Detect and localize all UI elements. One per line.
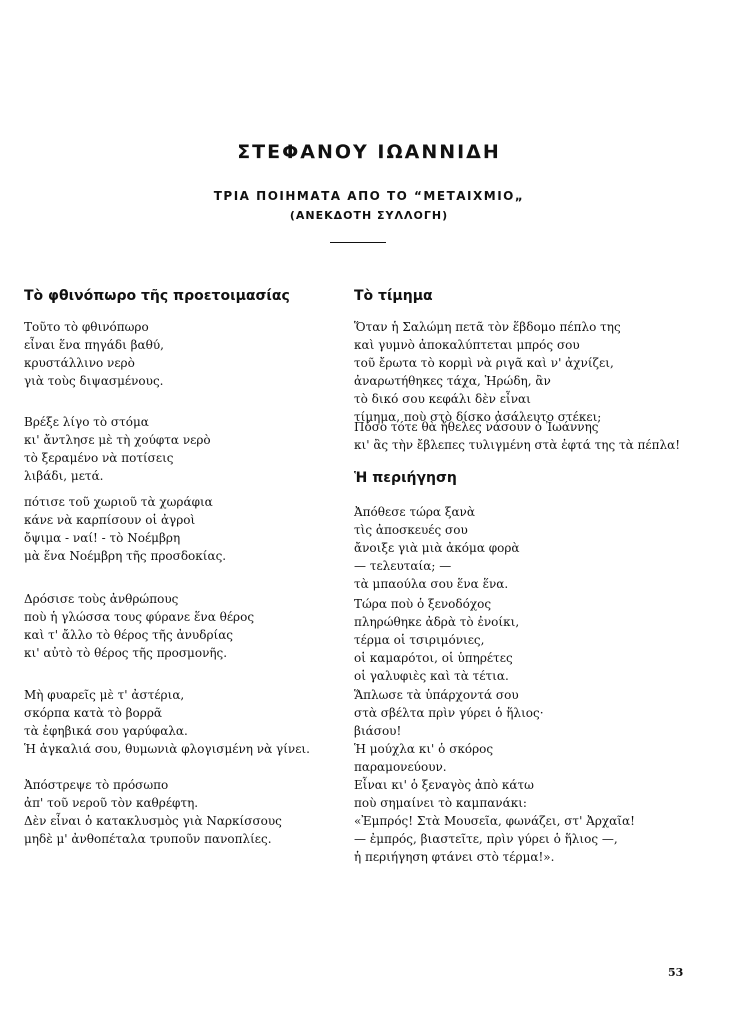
verse-line: Ἡ μούχλα κι' ὁ σκόρος (354, 742, 494, 756)
verse-line: οἱ γαλυφιὲς καὶ τὰ τέτια. (354, 669, 509, 683)
poem1-stanza (24, 686, 310, 758)
verse-line: — τελευταία; — (354, 559, 452, 573)
verse-line: κι' ἂς τὴν ἔβλεπες τυλιγμένη στὰ ἐφτά της τὰ πέπλα! (354, 438, 681, 452)
verse-line: ὄψιμα - ναί! - τὸ Νοέμβρη (24, 531, 181, 545)
poem1-stanza (24, 318, 164, 390)
verse-line: οἱ καμαρότοι, οἱ ὑπηρέτες (354, 651, 513, 665)
verse-line: παραμονεύουν. (354, 760, 447, 774)
verse-line: τίμημα, ποὺ στὸ δίσκο ἀσάλευτο στέκει; (354, 410, 602, 424)
verse-line: καὶ τ' ἄλλο τὸ θέρος τῆς ἀνυδρίας (24, 628, 234, 642)
poem2-stanza (354, 318, 621, 426)
poem1-stanza (24, 413, 211, 485)
verse-line: καὶ γυμνὸ ἀποκαλύπτεται μπρός σου (354, 338, 580, 352)
poem2-stanza (354, 418, 680, 454)
verse-line: κι' ἄντλησε μὲ τὴ χούφτα νερὸ (24, 433, 211, 447)
verse-line: πότισε τοῦ χωριοῦ τὰ χωράφια (24, 495, 213, 509)
verse-line: Βρέξε λίγο τὸ στόμα (24, 415, 149, 429)
collection-note: (ΑΝΕΚΔΟΤΗ ΣΥΛΛΟΓΗ) (289, 209, 449, 222)
poem2-title: Τὸ τίμημα (354, 288, 433, 304)
poem3-stanza (354, 595, 519, 685)
verse-line: Τώρα ποὺ ὁ ξενοδόχος (354, 597, 492, 611)
poem1-title: Τὸ φθινόπωρο τῆς προετοιμασίας (24, 288, 290, 304)
verse-line: τὸ ξεραμένο νὰ ποτίσεις (24, 451, 174, 465)
verse-line: «Ἐμπρός! Στὰ Μουσεῖα, φωνάζει, στ' Ἀρχαῖα! (354, 814, 635, 828)
verse-line: γιὰ τοὺς διψασμένους. (24, 374, 164, 388)
verse-line: Ἅπλωσε τὰ ὑπάρχοντά σου (354, 688, 519, 702)
poem3-stanza (354, 686, 544, 776)
verse-line: ἡ περιήγηση φτάνει στὸ τέρμα!». (354, 850, 555, 864)
verse-line: Τοῦτο τὸ φθινόπωρο (24, 320, 149, 334)
verse-line: εἶναι ἕνα πηγάδι βαθύ, (24, 338, 164, 352)
verse-line: Δὲν εἶναι ὁ κατακλυσμὸς γιὰ Ναρκίσσους (24, 814, 282, 828)
verse-line: σκόρπα κατὰ τὸ βορρᾶ (24, 706, 162, 720)
verse-line: τὸ δικό σου κεφάλι δὲν εἶναι (354, 392, 531, 406)
verse-line: τοῦ ἔρωτα τὸ κορμὶ νὰ ριγᾶ καὶ ν' ἀχνίζει, (354, 356, 614, 370)
verse-line: ἄνοιξε γιὰ μιὰ ἀκόμα φορὰ (354, 541, 520, 555)
verse-line: κάνε νὰ καρπίσουν οἱ ἀγροὶ (24, 513, 196, 527)
verse-line: Ἡ ἀγκαλιά σου, θυμωνιὰ φλογισμένη νὰ γίνει. (24, 742, 310, 756)
verse-line: λιβάδι, μετά. (24, 469, 104, 483)
verse-line: ποὺ ἡ γλώσσα τους φύρανε ἕνα θέρος (24, 610, 255, 624)
verse-line: τὶς ἀποσκευές σου (354, 523, 468, 537)
page-number: 53 (668, 966, 684, 979)
verse-line: κρυστάλλινο νερὸ (24, 356, 135, 370)
verse-line: μηδὲ μ' ἀνθοπέταλα τρυποῦν πανοπλίες. (24, 832, 272, 846)
verse-line: κι' αὐτὸ τὸ θέρος τῆς προσμονῆς. (24, 646, 228, 660)
verse-line: Δρόσισε τοὺς ἀνθρώπους (24, 592, 179, 606)
verse-line: — ἐμπρός, βιαστεῖτε, πρὶν γύρει ὁ ἥλιος —, (354, 832, 618, 846)
verse-line: Ὅταν ἡ Σαλώμη πετᾶ τὸν ἕβδομο πέπλο της (354, 320, 621, 334)
poem3-title: Ἡ περιήγηση (354, 470, 457, 486)
verse-line: στὰ σβέλτα πρὶν γύρει ὁ ἥλιος· (354, 706, 544, 720)
verse-line: Ἀπόθεσε τώρα ξανὰ (354, 505, 475, 519)
verse-line: πληρώθηκε ἀδρὰ τὸ ἐνοίκι, (354, 615, 520, 629)
verse-line: ποὺ σημαίνει τὸ καμπανάκι: (354, 796, 527, 810)
author-title: ΣΤΕΦΑΝΟΥ ΙΩΑΝΝΙΔΗ (237, 141, 501, 163)
verse-line: τὰ ἐφηβικά σου γαρύφαλα. (24, 724, 188, 738)
poem1-stanza (24, 590, 254, 662)
verse-line: ἀναρωτήθηκες τάχα, Ἡρώδη, ἂν (354, 374, 551, 388)
verse-line: ἀπ' τοῦ νεροῦ τὸν καθρέφτη. (24, 796, 199, 810)
verse-line: Ἀπόστρεψε τὸ πρόσωπο (24, 778, 169, 792)
verse-line: Πόσο τότε θὰ ἤθελες νάσουν ὁ Ἰωάννης (354, 420, 599, 434)
collection-subtitle: ΤΡΙΑ ΠΟΙΗΜΑΤΑ ΑΠΟ ΤΟ “ΜΕΤΑΙΧΜΙΟ„ (213, 189, 525, 203)
poem3-stanza (354, 776, 635, 866)
verse-line: βιάσου! (354, 724, 402, 738)
poem3-stanza (354, 503, 520, 593)
verse-line: τὰ μπαούλα σου ἕνα ἕνα. (354, 577, 509, 591)
verse-line: τέρμα οἱ τσιριμόνιες, (354, 633, 485, 647)
poem1-stanza (24, 493, 226, 565)
poem1-stanza (24, 776, 282, 848)
verse-line: Εἶναι κι' ὁ ξεναγὸς ἀπὸ κάτω (354, 778, 534, 792)
verse-line: Μὴ φυαρεῖς μὲ τ' ἀστέρια, (24, 688, 185, 702)
verse-line: μὰ ἕνα Νοέμβρη τῆς προσδοκίας. (24, 549, 227, 563)
title-divider (330, 242, 386, 243)
